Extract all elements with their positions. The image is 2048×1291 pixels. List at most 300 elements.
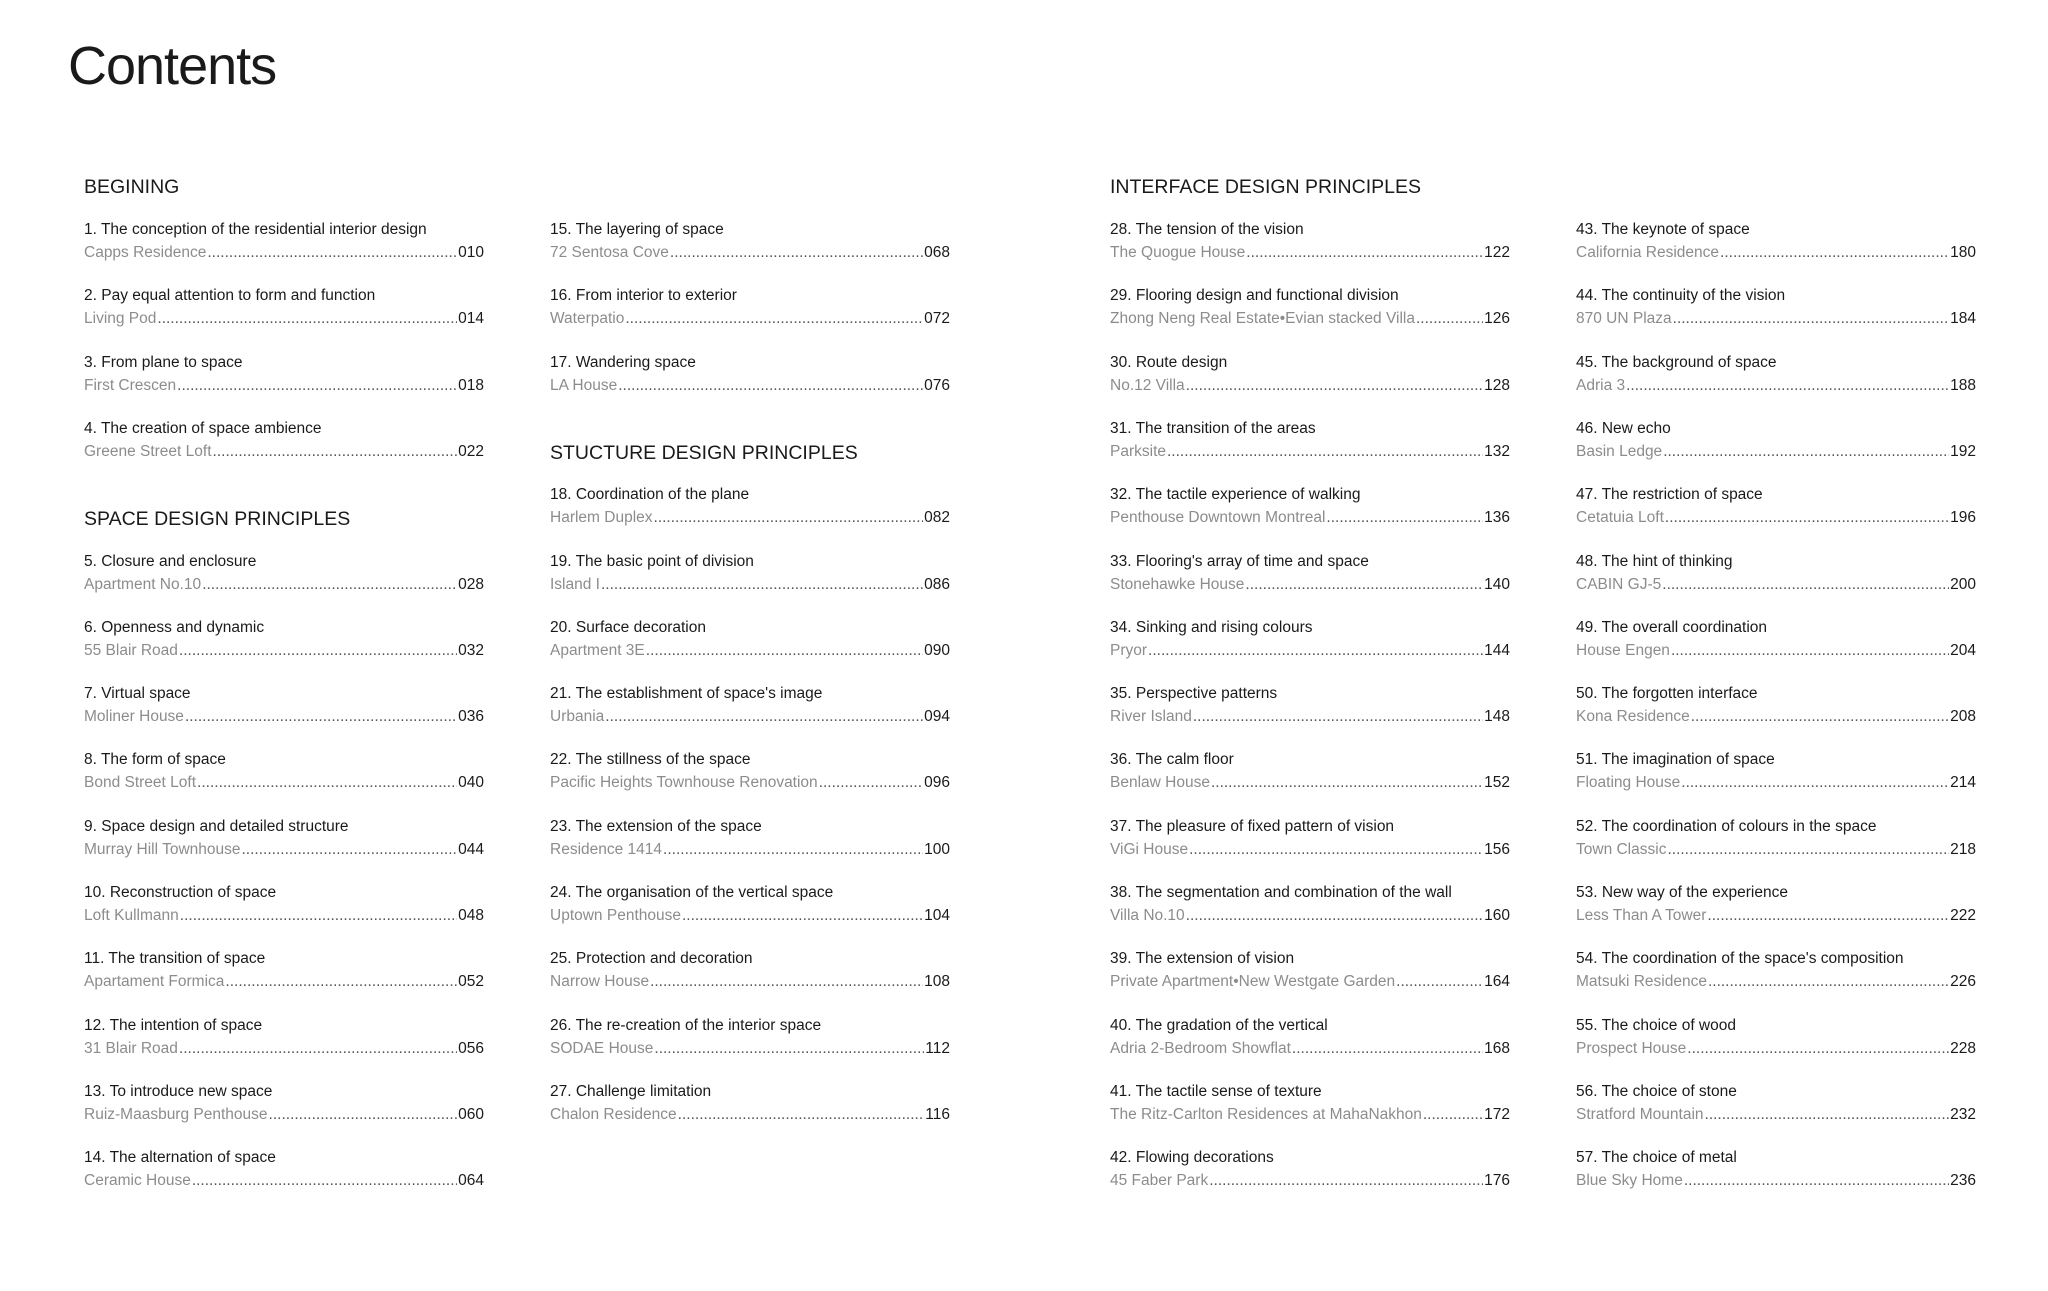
entry-title: 20. Surface decoration: [550, 618, 706, 636]
section-heading: INTERFACE DESIGN PRINCIPLES: [1110, 176, 1421, 198]
entry-page-number: 152: [1484, 774, 1510, 792]
entry-title: 45. The background of space: [1576, 353, 1777, 371]
entry-title: 25. Protection and decoration: [550, 950, 753, 968]
toc-entry[interactable]: [1110, 1016, 1510, 1059]
dot-leader: [269, 1105, 458, 1125]
entry-project-name: 870 UN Plaza: [1576, 310, 1672, 328]
dot-leader: [1246, 243, 1483, 263]
entry-page-number: 128: [1484, 376, 1510, 394]
entry-page-number: 076: [924, 376, 950, 394]
toc-entry[interactable]: [84, 949, 484, 992]
entry-leader-line: [1576, 575, 1976, 595]
dot-leader: [1671, 641, 1949, 661]
entry-project-name: Villa No.10: [1110, 907, 1185, 924]
entry-page-number: 096: [924, 774, 950, 792]
entry-page-number: 156: [1484, 840, 1510, 858]
dot-leader: [179, 1039, 457, 1059]
entry-leader-line: [550, 508, 950, 528]
dot-leader: [1662, 575, 1949, 595]
entry-project-name: Basin Ledge: [1576, 442, 1663, 460]
entry-leader-line: [1110, 906, 1510, 926]
dot-leader: [242, 840, 458, 860]
entry-leader-line: [550, 1039, 950, 1059]
dot-leader: [1186, 906, 1483, 926]
dot-leader: [625, 309, 923, 329]
toc-entry[interactable]: [550, 1016, 950, 1059]
entry-page-number: 064: [458, 1172, 484, 1190]
toc-entry[interactable]: [1576, 552, 1976, 595]
toc-entry[interactable]: [550, 552, 950, 595]
dot-leader: [179, 641, 457, 661]
toc-entry[interactable]: [1110, 1148, 1510, 1191]
entry-title: 22. The stillness of the space: [550, 751, 751, 769]
entry-leader-line: [1110, 1039, 1510, 1059]
entry-title: 37. The pleasure of fixed pattern of vision: [1110, 817, 1395, 835]
toc-entry[interactable]: [84, 1016, 484, 1059]
entry-title: 13. To introduce new space: [84, 1082, 273, 1100]
entry-page-number: 094: [924, 708, 950, 726]
dot-leader: [1211, 773, 1483, 793]
entry-project-name: Kona Residence: [1576, 708, 1690, 726]
entry-title: 15. The layering of space: [550, 221, 724, 238]
dot-leader: [819, 773, 923, 793]
dot-leader: [1292, 1039, 1483, 1059]
entry-leader-line: [84, 243, 484, 263]
entry-project-name: Town Classic: [1576, 840, 1667, 858]
entry-title: 33. Flooring's array of time and space: [1110, 552, 1369, 570]
entry-leader-line: [84, 707, 484, 727]
dot-leader: [1707, 906, 1949, 926]
dot-leader: [225, 972, 457, 992]
entry-project-name: Residence 1414: [550, 840, 663, 858]
entry-page-number: 228: [1950, 1039, 1976, 1057]
toc-entry[interactable]: [550, 750, 950, 793]
toc-entry[interactable]: [84, 618, 484, 661]
entry-leader-line: [84, 906, 484, 926]
entry-leader-line: [550, 840, 950, 860]
entry-leader-line: [84, 972, 484, 992]
entry-project-name: Uptown Penthouse: [550, 907, 681, 924]
entry-page-number: 052: [458, 973, 484, 991]
entry-project-name: Parksite: [1110, 442, 1166, 460]
dot-leader: [678, 1105, 925, 1125]
entry-leader-line: [550, 243, 950, 263]
dot-leader: [1720, 243, 1949, 263]
entry-page-number: 226: [1950, 973, 1976, 991]
entry-project-name: Matsuki Residence: [1576, 973, 1707, 991]
entry-title: 55. The choice of wood: [1576, 1016, 1736, 1034]
entry-page-number: 018: [458, 376, 484, 394]
entry-project-name: Blue Sky Home: [1576, 1172, 1683, 1190]
entry-title: 18. Coordination of the plane: [550, 486, 750, 504]
entry-page-number: 060: [458, 1105, 484, 1123]
dot-leader: [1708, 972, 1949, 992]
toc-entry[interactable]: [1110, 1082, 1510, 1125]
toc-entry[interactable]: [550, 883, 950, 926]
dot-leader: [1396, 972, 1483, 992]
entry-title: 34. Sinking and rising colours: [1110, 618, 1313, 636]
toc-entry[interactable]: [1110, 286, 1510, 329]
dot-leader: [1681, 773, 1949, 793]
toc-entry[interactable]: [84, 1082, 484, 1125]
entry-project-name: Island I: [550, 575, 600, 593]
entry-project-name: Cetatuia Loft: [1576, 509, 1664, 527]
entry-project-name: Apartment 3E: [550, 641, 645, 659]
dot-leader: [654, 508, 924, 528]
toc-entry[interactable]: [550, 684, 950, 727]
toc-entry[interactable]: [550, 618, 950, 661]
toc-entry[interactable]: [84, 1148, 484, 1191]
entry-project-name: 31 Blair Road: [84, 1039, 178, 1057]
entry-leader-line: [1576, 840, 1976, 860]
entry-title: 30. Route design: [1110, 353, 1228, 371]
toc-entry[interactable]: [84, 220, 484, 263]
entry-page-number: 192: [1950, 442, 1976, 460]
toc-entry[interactable]: [84, 552, 484, 595]
dot-leader: [1416, 309, 1483, 329]
dot-leader: [1186, 376, 1483, 396]
entry-page-number: 028: [458, 575, 484, 593]
entry-title: 54. The coordination of the space's composition: [1576, 950, 1904, 968]
entry-page-number: 036: [458, 708, 484, 726]
entry-project-name: Pacific Heights Townhouse Renovation: [550, 774, 818, 792]
dot-leader: [1189, 840, 1483, 860]
entry-project-name: First Crescen: [84, 376, 177, 394]
entry-title: 8. The form of space: [84, 751, 226, 769]
toc-entry[interactable]: [1110, 684, 1510, 727]
entry-page-number: 108: [924, 973, 950, 991]
entry-title: 57. The choice of metal: [1576, 1149, 1737, 1167]
entry-leader-line: [1576, 243, 1976, 263]
toc-entry[interactable]: [1576, 684, 1976, 727]
entry-title: 9. Space design and detailed structure: [84, 817, 349, 835]
entry-leader-line: [1576, 707, 1976, 727]
dot-leader: [650, 972, 923, 992]
toc-entry[interactable]: [550, 220, 950, 263]
entry-page-number: 168: [1484, 1039, 1510, 1057]
toc-entry[interactable]: [84, 286, 484, 329]
entry-leader-line: [84, 840, 484, 860]
entry-page-number: 112: [925, 1039, 950, 1057]
entry-page-number: 116: [925, 1105, 950, 1123]
entry-project-name: Stonehawke House: [1110, 575, 1245, 593]
entry-page-number: 086: [924, 575, 950, 593]
entry-page-number: 196: [1950, 509, 1976, 527]
entry-leader-line: [550, 972, 950, 992]
entry-page-number: 132: [1484, 442, 1510, 460]
entry-leader-line: [1576, 309, 1976, 329]
entry-leader-line: [1576, 442, 1976, 462]
dot-leader: [1705, 1105, 1950, 1125]
entry-title: 5. Closure and enclosure: [84, 552, 257, 570]
entry-project-name: Apartment No.10: [84, 575, 202, 593]
entry-title: 3. From plane to space: [84, 353, 243, 371]
entry-title: 38. The segmentation and combination of the wall: [1110, 884, 1452, 901]
entry-leader-line: [550, 641, 950, 661]
entry-title: 10. Reconstruction of space: [84, 884, 277, 901]
toc-entry[interactable]: [550, 1082, 950, 1125]
section-heading: SPACE DESIGN PRINCIPLES: [84, 508, 351, 530]
entry-project-name: The Quogue House: [1110, 244, 1246, 261]
toc-entry[interactable]: [1576, 750, 1976, 793]
dot-leader: [670, 243, 923, 263]
dot-leader: [1673, 309, 1949, 329]
entry-project-name: Ruiz-Maasburg Penthouse: [84, 1105, 268, 1123]
entry-leader-line: [1110, 376, 1510, 396]
toc-entry[interactable]: [1110, 552, 1510, 595]
dot-leader: [1148, 641, 1483, 661]
entry-title: 49. The overall coordination: [1576, 618, 1768, 636]
entry-title: 52. The coordination of colours in the space: [1576, 817, 1877, 835]
entry-project-name: Chalon Residence: [550, 1105, 677, 1123]
entry-title: 21. The establishment of space's image: [550, 685, 823, 703]
dot-leader: [601, 575, 923, 595]
entry-project-name: No.12 Villa: [1110, 376, 1185, 394]
toc-entry[interactable]: [550, 817, 950, 860]
entry-project-name: 45 Faber Park: [1110, 1172, 1209, 1190]
entry-page-number: 232: [1950, 1105, 1976, 1123]
dot-leader: [618, 376, 923, 396]
dot-leader: [1209, 1171, 1483, 1191]
entry-title: 27. Challenge limitation: [550, 1082, 712, 1100]
entry-page-number: 104: [924, 907, 950, 924]
entry-page-number: 176: [1484, 1172, 1510, 1190]
entry-page-number: 214: [1950, 774, 1976, 792]
toc-entry[interactable]: [1110, 353, 1510, 396]
toc-entry[interactable]: [1110, 817, 1510, 860]
dot-leader: [1167, 442, 1483, 462]
entry-title: 46. New echo: [1576, 419, 1671, 437]
entry-title: 35. Perspective patterns: [1110, 685, 1278, 703]
toc-entry[interactable]: [1110, 419, 1510, 462]
entry-page-number: 010: [458, 244, 484, 261]
dot-leader: [1245, 575, 1483, 595]
entry-project-name: Loft Kullmann: [84, 907, 179, 924]
dot-leader: [1626, 376, 1949, 396]
entry-project-name: Less Than A Tower: [1576, 907, 1707, 924]
toc-entry[interactable]: [84, 750, 484, 793]
dot-leader: [1193, 707, 1483, 727]
toc-entry[interactable]: [550, 949, 950, 992]
toc-entry[interactable]: [84, 419, 484, 462]
entry-leader-line: [84, 1039, 484, 1059]
entry-project-name: Prospect House: [1576, 1039, 1687, 1057]
entry-title: 2. Pay equal attention to form and function: [84, 287, 376, 305]
toc-entry[interactable]: [550, 485, 950, 528]
entry-page-number: 040: [458, 774, 484, 792]
entry-leader-line: [1110, 773, 1510, 793]
entry-project-name: Benlaw House: [1110, 774, 1210, 792]
dot-leader: [1684, 1171, 1949, 1191]
toc-entry[interactable]: [1110, 750, 1510, 793]
entry-page-number: 160: [1484, 907, 1510, 924]
toc-entry[interactable]: [1576, 883, 1976, 926]
dot-leader: [1665, 508, 1949, 528]
entry-leader-line: [1576, 508, 1976, 528]
entry-leader-line: [84, 575, 484, 595]
entry-page-number: 068: [924, 244, 950, 261]
entry-page-number: 208: [1950, 708, 1976, 726]
dot-leader: [1691, 707, 1949, 727]
toc-entry[interactable]: [1576, 485, 1976, 528]
entry-page-number: 144: [1484, 641, 1510, 659]
entry-leader-line: [84, 442, 484, 462]
dot-leader: [1687, 1039, 1949, 1059]
entry-leader-line: [550, 1105, 950, 1125]
entry-project-name: California Residence: [1576, 244, 1720, 261]
entry-page-number: 056: [458, 1039, 484, 1057]
entry-title: 7. Virtual space: [84, 685, 191, 703]
entry-project-name: CABIN GJ-5: [1576, 575, 1662, 593]
entry-leader-line: [1110, 309, 1510, 329]
entry-leader-line: [1110, 442, 1510, 462]
entry-page-number: 218: [1950, 840, 1976, 858]
entry-title: 42. Flowing decorations: [1110, 1149, 1274, 1167]
entry-title: 51. The imagination of space: [1576, 751, 1775, 769]
dot-leader: [197, 773, 457, 793]
toc-entry[interactable]: [84, 817, 484, 860]
dot-leader: [192, 1171, 457, 1191]
entry-page-number: 236: [1950, 1172, 1976, 1190]
entry-leader-line: [1576, 773, 1976, 793]
entry-project-name: Private Apartment•New Westgate Garden: [1110, 973, 1396, 991]
entry-leader-line: [550, 575, 950, 595]
entry-project-name: Adria 2-Bedroom Showflat: [1110, 1039, 1291, 1057]
dot-leader: [663, 840, 923, 860]
entry-project-name: Zhong Neng Real Estate•Evian stacked Villa: [1110, 310, 1415, 328]
toc-entry[interactable]: [84, 353, 484, 396]
dot-leader: [213, 442, 458, 462]
entry-leader-line: [1576, 906, 1976, 926]
entry-project-name: SODAE House: [550, 1039, 654, 1057]
entry-leader-line: [1576, 1171, 1976, 1191]
entry-leader-line: [1110, 508, 1510, 528]
entry-title: 44. The continuity of the vision: [1576, 287, 1786, 305]
entry-page-number: 022: [458, 442, 484, 460]
entry-project-name: Stratford Mountain: [1576, 1105, 1704, 1123]
entry-leader-line: [550, 707, 950, 727]
dot-leader: [185, 707, 457, 727]
entry-title: 36. The calm floor: [1110, 751, 1234, 769]
toc-entry[interactable]: [1110, 220, 1510, 263]
dot-leader: [605, 707, 923, 727]
entry-title: 19. The basic point of division: [550, 552, 754, 570]
toc-entry[interactable]: [1576, 353, 1976, 396]
entry-project-name: Adria 3: [1576, 376, 1626, 394]
entry-project-name: The Ritz-Carlton Residences at MahaNakhon: [1110, 1105, 1422, 1123]
entry-leader-line: [1110, 243, 1510, 263]
entry-leader-line: [1110, 1105, 1510, 1125]
entry-title: 17. Wandering space: [550, 353, 696, 371]
entry-leader-line: [84, 773, 484, 793]
entry-title: 23. The extension of the space: [550, 817, 762, 835]
dot-leader: [654, 1039, 924, 1059]
entry-project-name: Narrow House: [550, 973, 650, 991]
dot-leader: [682, 906, 923, 926]
entry-page-number: 014: [458, 310, 484, 328]
toc-entry[interactable]: [1110, 618, 1510, 661]
toc-entry[interactable]: [1576, 419, 1976, 462]
entry-title: 6. Openness and dynamic: [84, 618, 265, 636]
entry-title: 11. The transition of space: [84, 950, 266, 968]
entry-project-name: Ceramic House: [84, 1172, 191, 1190]
toc-entry[interactable]: [84, 684, 484, 727]
entry-project-name: River Island: [1110, 708, 1192, 726]
toc-entry[interactable]: [1576, 220, 1976, 263]
entry-title: 41. The tactile sense of texture: [1110, 1082, 1322, 1100]
dot-leader: [177, 376, 457, 396]
entry-page-number: 200: [1950, 575, 1976, 593]
entry-title: 43. The keynote of space: [1576, 221, 1750, 238]
entry-leader-line: [84, 641, 484, 661]
entry-project-name: Apartament Formica: [84, 973, 225, 991]
toc-entry[interactable]: [1576, 817, 1976, 860]
toc-entry[interactable]: [1576, 1082, 1976, 1125]
entry-leader-line: [1576, 1105, 1976, 1125]
entry-project-name: 72 Sentosa Cove: [550, 244, 669, 261]
entry-leader-line: [1110, 575, 1510, 595]
entry-page-number: 082: [924, 509, 950, 527]
toc-entry[interactable]: [1576, 286, 1976, 329]
toc-entry[interactable]: [1576, 949, 1976, 992]
entry-project-name: Pryor: [1110, 641, 1148, 659]
dot-leader: [157, 309, 457, 329]
entry-title: 39. The extension of vision: [1110, 950, 1295, 968]
dot-leader: [1667, 840, 1949, 860]
entry-leader-line: [84, 376, 484, 396]
dot-leader: [1326, 508, 1483, 528]
entry-title: 16. From interior to exterior: [550, 287, 737, 305]
toc-entry[interactable]: [84, 883, 484, 926]
entry-title: 29. Flooring design and functional division: [1110, 287, 1399, 305]
toc-entry[interactable]: [1110, 485, 1510, 528]
page-title: Contents: [68, 36, 277, 96]
entry-leader-line: [1110, 707, 1510, 727]
entry-leader-line: [550, 309, 950, 329]
entry-project-name: Waterpatio: [550, 310, 625, 328]
entry-title: 14. The alternation of space: [84, 1149, 276, 1167]
entry-page-number: 204: [1950, 641, 1976, 659]
entry-title: 53. New way of the experience: [1576, 884, 1788, 901]
entry-page-number: 032: [458, 641, 484, 659]
entry-project-name: House Engen: [1576, 641, 1670, 659]
toc-entry[interactable]: [550, 353, 950, 396]
entry-project-name: Greene Street Loft: [84, 442, 212, 460]
toc-entry[interactable]: [550, 286, 950, 329]
entry-page-number: 090: [924, 641, 950, 659]
entry-project-name: Murray Hill Townhouse: [84, 840, 241, 858]
toc-entry[interactable]: [1110, 949, 1510, 992]
toc-entry[interactable]: [1576, 618, 1976, 661]
entry-title: 28. The tension of the vision: [1110, 221, 1304, 238]
entry-leader-line: [1576, 972, 1976, 992]
entry-leader-line: [1576, 641, 1976, 661]
entry-project-name: LA House: [550, 376, 618, 394]
toc-entry[interactable]: [1576, 1148, 1976, 1191]
entry-page-number: 180: [1950, 244, 1976, 261]
entry-leader-line: [84, 1171, 484, 1191]
entry-project-name: Harlem Duplex: [550, 509, 653, 527]
entry-title: 4. The creation of space ambience: [84, 419, 322, 437]
entry-title: 47. The restriction of space: [1576, 486, 1763, 504]
entry-title: 31. The transition of the areas: [1110, 419, 1316, 437]
dot-leader: [646, 641, 923, 661]
entry-title: 24. The organisation of the vertical space: [550, 884, 834, 901]
section-heading: STUCTURE DESIGN PRINCIPLES: [550, 442, 858, 464]
toc-entry[interactable]: [1576, 1016, 1976, 1059]
toc-entry[interactable]: [1110, 883, 1510, 926]
entry-leader-line: [1110, 1171, 1510, 1191]
